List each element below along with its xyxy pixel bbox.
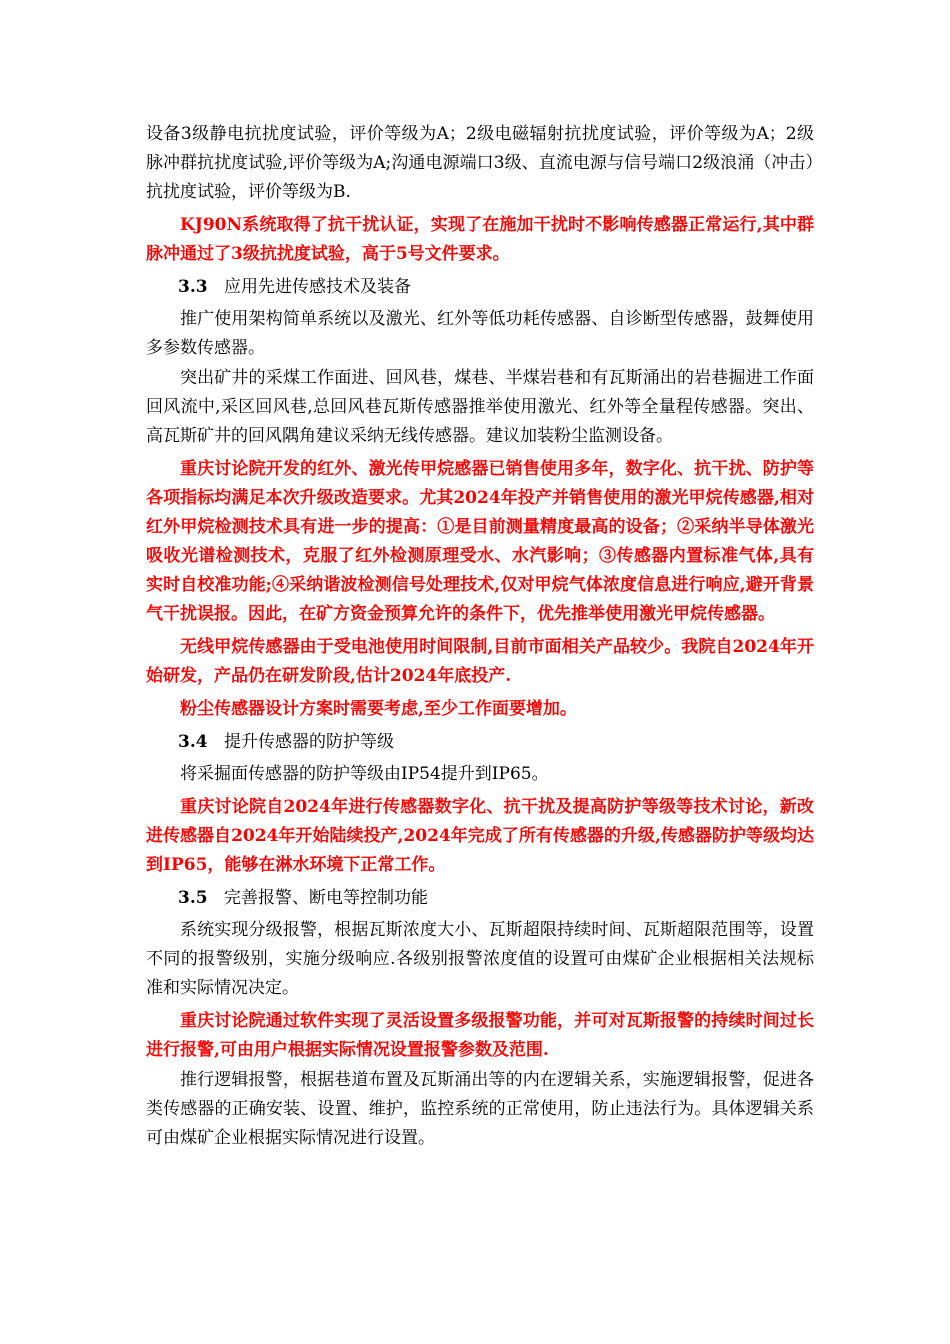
paragraph-full-range-sensors: 突出矿井的采煤工作面进、回风巷，煤巷、半煤岩巷和有瓦斯涌出的岩巷掘进工作面回风流中,采区回风巷,总回风巷瓦斯传感器推举使用激光、红外等全量程传感器。突出、高瓦斯矿井的回风隅角建议采纳无线传感器。建议加装粉尘监测设备。 xyxy=(146,368,814,446)
document-page xyxy=(146,120,814,1154)
paragraph-dust-sensor: 粉尘传感器设计方案时需要考虑,至少工作面要增加。 xyxy=(180,699,577,719)
paragraph-low-power-sensors: 推广使用架构简单系统以及激光、红外等低功耗传感器、自诊断型传感器，鼓舞使用多参数传感器。 xyxy=(146,309,814,358)
paragraph-multilevel-alarm: 重庆讨论院通过软件实现了灵活设置多级报警功能，并可对瓦斯报警的持续时间过长进行报警,可由用户根据实际情况设置报警参数及范围. xyxy=(146,1011,814,1060)
section-number: 3.5 xyxy=(178,888,208,908)
paragraph-ip65-achievement: 重庆讨论院自2024年进行传感器数字化、抗干扰及提高防护等级等技术讨论，新改进传感器自2024年开始陆续投产,2024年完成了所有传感器的升级,传感器防护等级均达到IP65，能够在淋水环境下正常工作。 xyxy=(146,797,814,875)
section-number: 3.3 xyxy=(178,277,208,297)
section-heading-3-3 xyxy=(146,273,814,302)
paragraph-ip-upgrade: 将采掘面传感器的防护等级由IP54提升到IP65。 xyxy=(180,764,549,784)
paragraph-wireless-sensor: 无线甲烷传感器由于受电池使用时间限制,目前市面相关产品较少。我院自2024年开始研发，产品仍在研发阶段,估计2024年底投产. xyxy=(146,637,814,686)
section-title: 提升传感器的防护等级 xyxy=(224,732,394,752)
paragraph-logic-alarm: 推行逻辑报警，根据巷道布置及瓦斯涌出等的内在逻辑关系，实施逻辑报警，促进各类传感器的正确安装、设置、维护，监控系统的正常使用，防止违法行为。具体逻辑关系可由煤矿企业根据实际情况进行设置。 xyxy=(146,1070,814,1148)
section-heading-3-5 xyxy=(146,884,814,913)
section-heading-3-4 xyxy=(146,728,814,757)
paragraph-test-results: 设备3级静电抗扰度试验，评价等级为A；2级电磁辐射抗扰度试验，评价等级为A；2级脉冲群抗扰度试验,评价等级为A;沟通电源端口3级、直流电源与信号端口2级浪涌（冲击）抗扰度试验，评价等级为B. xyxy=(146,124,814,202)
section-title: 应用先进传感技术及装备 xyxy=(224,277,411,297)
section-title: 完善报警、断电等控制功能 xyxy=(224,888,428,908)
paragraph-graded-alarm: 系统实现分级报警，根据瓦斯浓度大小、瓦斯超限持续时间、瓦斯超限范围等，设置不同的报警级别，实施分级响应.各级别报警浓度值的设置可由煤矿企业根据相关法规标准和实际情况决定。 xyxy=(146,920,814,998)
paragraph-kj90n-certification: KJ90N系统取得了抗干扰认证，实现了在施加干扰时不影响传感器正常运行,其中群脉冲通过了3级抗扰度试验，高于5号文件要求。 xyxy=(146,215,814,264)
paragraph-laser-methane-sensor: 重庆讨论院开发的红外、激光传甲烷感器已销售使用多年，数字化、抗干扰、防护等各项指标均满足本次升级改造要求。尤其2024年投产并销售使用的激光甲烷传感器,相对红外甲烷检测技术具有进一步的提高：①是目前测量精度最高的设备；②采纳半导体激光吸收光谱检测技术，克服了红外检测原理受水、水汽影响；③传感器内置标准气体,具有实时自校准功能;④采纳谐波检测信号处理技术,仅对甲烷气体浓度信息进行响应,避开背景气干扰误报。因此，在矿方资金预算允许的条件下，优先推举使用激光甲烷传感器。 xyxy=(146,459,814,624)
section-number: 3.4 xyxy=(178,732,208,752)
